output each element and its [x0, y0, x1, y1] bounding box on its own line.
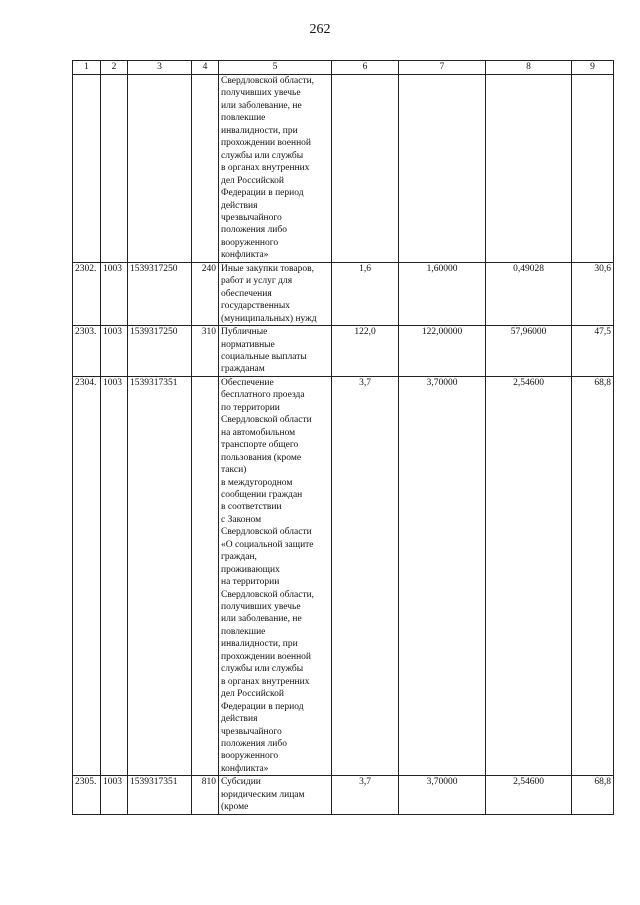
target-code: 1539317250	[128, 326, 192, 377]
row-number: 2305.	[73, 776, 101, 814]
table-row	[73, 776, 614, 814]
percent-col9: 68,8	[572, 376, 614, 776]
section-code: 1003	[101, 262, 128, 325]
page-number: 262	[309, 22, 331, 37]
column-header: 1	[73, 61, 101, 75]
section-code: 1003	[101, 376, 128, 776]
expense-type-code: 240	[192, 262, 219, 325]
amount-col6: 3,7	[332, 376, 399, 776]
column-header: 2	[101, 61, 128, 75]
row-description: Субсидии юридическим лицам (кроме	[219, 776, 332, 814]
target-code: 1539317351	[128, 376, 192, 776]
target-code: 1539317250	[128, 262, 192, 325]
amount-col6: 122,0	[332, 326, 399, 377]
amount-col7: 3,70000	[399, 776, 486, 814]
column-header: 6	[332, 61, 399, 75]
table-row	[73, 376, 614, 776]
row-description: Иные закупки товаров, работ и услуг для обеспечения государственных (муниципальных) нужд	[219, 262, 332, 325]
expense-type-code: 810	[192, 776, 219, 814]
row-description: Публичные нормативные социальные выплаты гражданам	[219, 326, 332, 377]
section-code: 1003	[101, 326, 128, 377]
amount-col6: 3,7	[332, 776, 399, 814]
amount-col7: 1,60000	[399, 262, 486, 325]
amount-col8: 0,49028	[486, 262, 572, 325]
column-header: 9	[572, 61, 614, 75]
table-row	[73, 326, 614, 377]
row-number: 2304.	[73, 376, 101, 776]
table-row-continued	[73, 75, 614, 263]
column-header: 8	[486, 61, 572, 75]
amount-col7: 3,70000	[399, 376, 486, 776]
column-header: 3	[128, 61, 192, 75]
column-header: 5	[219, 61, 332, 75]
target-code: 1539317351	[128, 776, 192, 814]
budget-table	[72, 60, 614, 815]
expense-type-code	[192, 376, 219, 776]
column-header: 4	[192, 61, 219, 75]
row-description: Свердловской области, получивших увечье или заболевание, не повлекшие инвалидности, при прохождении военной службы или службы в органах внутренних дел Российской Федерации в период действия чрезвычайного положения либо вооруженного конфликта»	[219, 75, 332, 263]
column-header: 7	[399, 61, 486, 75]
section-code: 1003	[101, 776, 128, 814]
percent-col9: 30,6	[572, 262, 614, 325]
amount-col6: 1,6	[332, 262, 399, 325]
amount-col8: 2,54600	[486, 376, 572, 776]
row-number: 2302.	[73, 262, 101, 325]
amount-col8: 2,54600	[486, 776, 572, 814]
percent-col9: 47,5	[572, 326, 614, 377]
row-number: 2303.	[73, 326, 101, 377]
expense-type-code: 310	[192, 326, 219, 377]
row-description: Обеспечение бесплатного проезда по территории Свердловской области на автомобильном транспорте общего пользования (кроме такси) в междугородном сообщении граждан в соответствии с Законом Свердловской области «О социальной защите граждан, проживающих на территории Свердловской области, получивших увечье или заболевание, не повлекшие инвалидности, при прохождении военной службы или службы в органах внутренних дел Российской Федерации в период действия чрезвычайного положения либо вооруженного конфликта»	[219, 376, 332, 776]
table-row	[73, 262, 614, 325]
header-row	[73, 61, 614, 75]
amount-col7: 122,00000	[399, 326, 486, 377]
percent-col9: 68,8	[572, 776, 614, 814]
amount-col8: 57,96000	[486, 326, 572, 377]
